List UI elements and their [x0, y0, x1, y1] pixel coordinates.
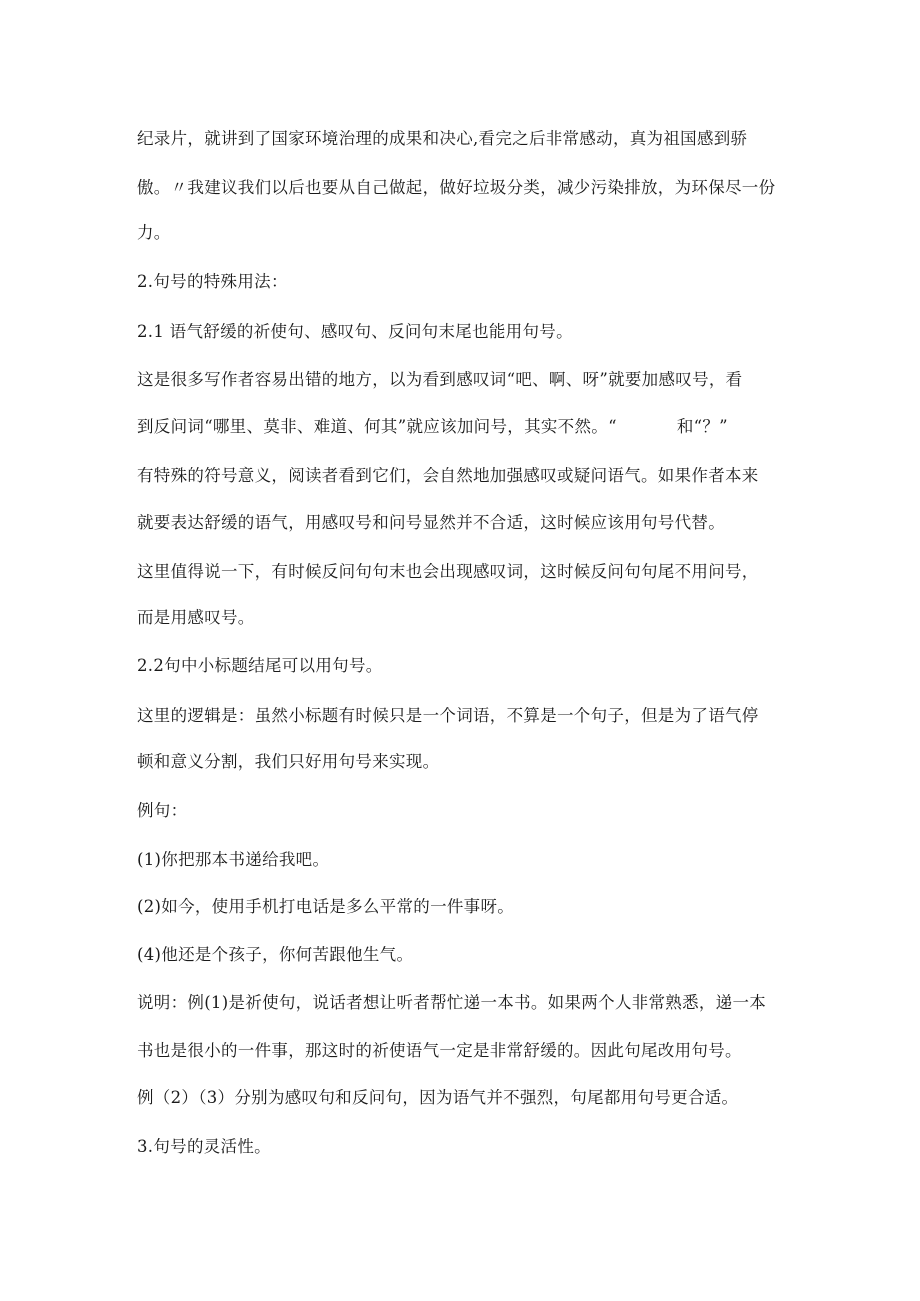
example-sentence: (4)他还是个孩子，你何苦跟他生气。	[137, 945, 414, 964]
subsection-heading: 2.2句中小标题结尾可以用句号。	[137, 656, 383, 675]
text-line: 例（2）（3）分别为感叹句和反问句，因为语气并不强烈，句尾都用句号更合适。	[137, 1088, 739, 1107]
text-line: 纪录片，就讲到了国家环境治理的成果和决心,看完之后非常感动，真为祖国感到骄	[137, 129, 748, 148]
example-sentence: (2)如今，使用手机打电话是多么平常的一件事呀。	[137, 897, 515, 916]
text-line: 而是用感叹号。	[137, 608, 255, 627]
text-line: 傲。〃我建议我们以后也要从自己做起，做好垃圾分类，减少污染排放，为环保尽一份	[137, 178, 776, 197]
text-fragment: 和“？”	[676, 417, 728, 436]
example-sentence: (1)你把那本书递给我吧。	[137, 850, 330, 869]
subsection-heading: 2.1 语气舒缓的祈使句、感叹句、反问句末尾也能用句号。	[137, 322, 573, 341]
text-fragment: 到反问词“哪里、莫非、难道、何其”就应该加问号，其实不然。“	[137, 417, 617, 436]
section-heading: 3.句号的灵活性。	[137, 1137, 271, 1156]
text-line: 顿和意义分割，我们只好用句号来实现。	[137, 752, 440, 771]
text-line: 这里的逻辑是：虽然小标题有时候只是一个词语，不算是一个句子，但是为了语气停	[137, 706, 759, 725]
section-heading: 2.句号的特殊用法：	[137, 272, 288, 291]
text-line: 就要表达舒缓的语气，用感叹号和问号显然并不合适，这时候应该用句号代替。	[137, 513, 725, 532]
text-line: 例句：	[137, 801, 188, 820]
text-line-split	[137, 416, 787, 438]
text-line: 有特殊的符号意义，阅读者看到它们，会自然地加强感叹或疑问语气。如果作者本来	[137, 466, 759, 485]
text-line: 这是很多写作者容易出错的地方，以为看到感叹词“吧、啊、呀”就要加感叹号，看	[137, 370, 743, 389]
text-line: 力。	[137, 223, 171, 242]
text-line: 说明：例(1)是祈使句，说话者想让听者帮忙递一本书。如果两个人非常熟悉，递一本	[137, 993, 767, 1012]
text-line: 书也是很小的一件事，那这时的祈使语气一定是非常舒缓的。因此句尾改用句号。	[137, 1041, 742, 1060]
text-line: 这里值得说一下，有时候反问句句末也会出现感叹词，这时候反问句句尾不用问号，	[137, 562, 759, 581]
